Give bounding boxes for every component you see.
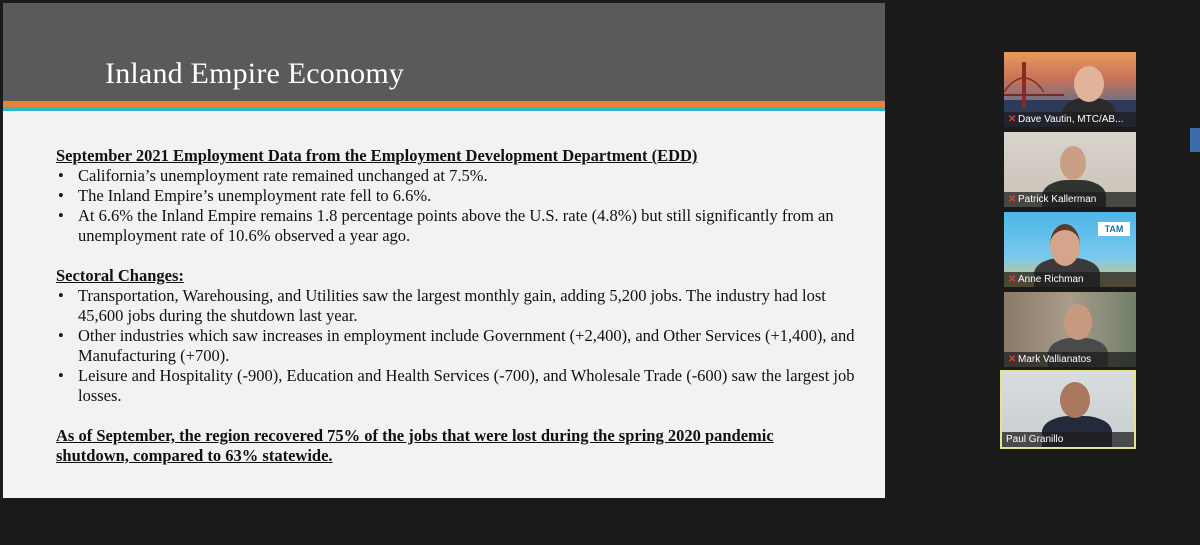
bullet-item: • Other industries which saw increases in employment include Government (+2,400), and Other Services (+1,400), and Manufacturing (+700). xyxy=(56,326,856,366)
bullet-item: • The Inland Empire’s unemployment rate fell to 6.6%. xyxy=(56,186,856,206)
person-head xyxy=(1060,146,1086,180)
person-head xyxy=(1060,382,1090,418)
microphone-muted-icon: ✕ xyxy=(1008,354,1017,365)
participant-name-bar xyxy=(1004,192,1136,207)
participant-name-bar xyxy=(1004,112,1136,127)
bullet-item: • At 6.6% the Inland Empire remains 1.8 percentage points above the U.S. rate (4.8%) but still significantly from an unemployment rate of 10.6% observed a year ago. xyxy=(56,206,856,246)
participant-tile[interactable] xyxy=(1004,132,1136,207)
person-head xyxy=(1050,224,1080,266)
participant-name-bar xyxy=(1004,352,1136,367)
microphone-muted-icon: ✕ xyxy=(1008,274,1017,285)
section-heading-sectoral: Sectoral Changes: xyxy=(56,266,184,285)
employment-bullets xyxy=(56,166,856,246)
participant-name: Paul Granillo xyxy=(1006,434,1064,445)
tam-logo-text: TAM xyxy=(1104,224,1124,234)
sectoral-bullets xyxy=(56,286,856,406)
participant-tile-active-speaker[interactable] xyxy=(1000,370,1136,449)
participant-tile[interactable] xyxy=(1004,212,1136,287)
bullet-item: • California’s unemployment rate remained unchanged at 7.5%. xyxy=(56,166,856,186)
edge-panel-tab[interactable] xyxy=(1190,128,1200,152)
participant-name: Mark Vallianatos xyxy=(1018,354,1092,365)
participant-name: Patrick Kallerman xyxy=(1018,194,1097,205)
participant-tile[interactable] xyxy=(1004,52,1136,127)
bullet-item: • Leisure and Hospitality (-900), Education and Health Services (-700), and Wholesale Trade (-600) saw the largest job losses. xyxy=(56,366,856,406)
section-heading-employment: September 2021 Employment Data from the Employment Development Department (EDD) xyxy=(56,146,698,165)
shared-screen-slide xyxy=(3,3,885,498)
slide-header xyxy=(3,3,885,101)
participant-tile[interactable] xyxy=(1004,292,1136,367)
person-head xyxy=(1064,304,1092,340)
participant-name-bar xyxy=(1002,432,1134,447)
conclusion-text: As of September, the region recovered 75% of the jobs that were lost during the spring 2020 pandemic shutdown, compared to 63% statewide. xyxy=(56,426,774,465)
microphone-muted-icon: ✕ xyxy=(1008,114,1017,125)
header-stripe-teal xyxy=(3,107,885,111)
participant-name: Dave Vautin, MTC/AB... xyxy=(1018,114,1124,125)
bullet-item: • Transportation, Warehousing, and Utilities saw the largest monthly gain, adding 5,200 jobs. The industry had lost 45,600 jobs during the shutdown last year. xyxy=(56,286,856,326)
participant-name: Anne Richman xyxy=(1018,274,1084,285)
microphone-muted-icon: ✕ xyxy=(1008,194,1017,205)
tam-logo xyxy=(1098,222,1130,236)
slide-title: Inland Empire Economy xyxy=(105,57,405,90)
person-head xyxy=(1074,66,1104,102)
slide-body xyxy=(56,146,856,466)
participant-name-bar xyxy=(1004,272,1136,287)
